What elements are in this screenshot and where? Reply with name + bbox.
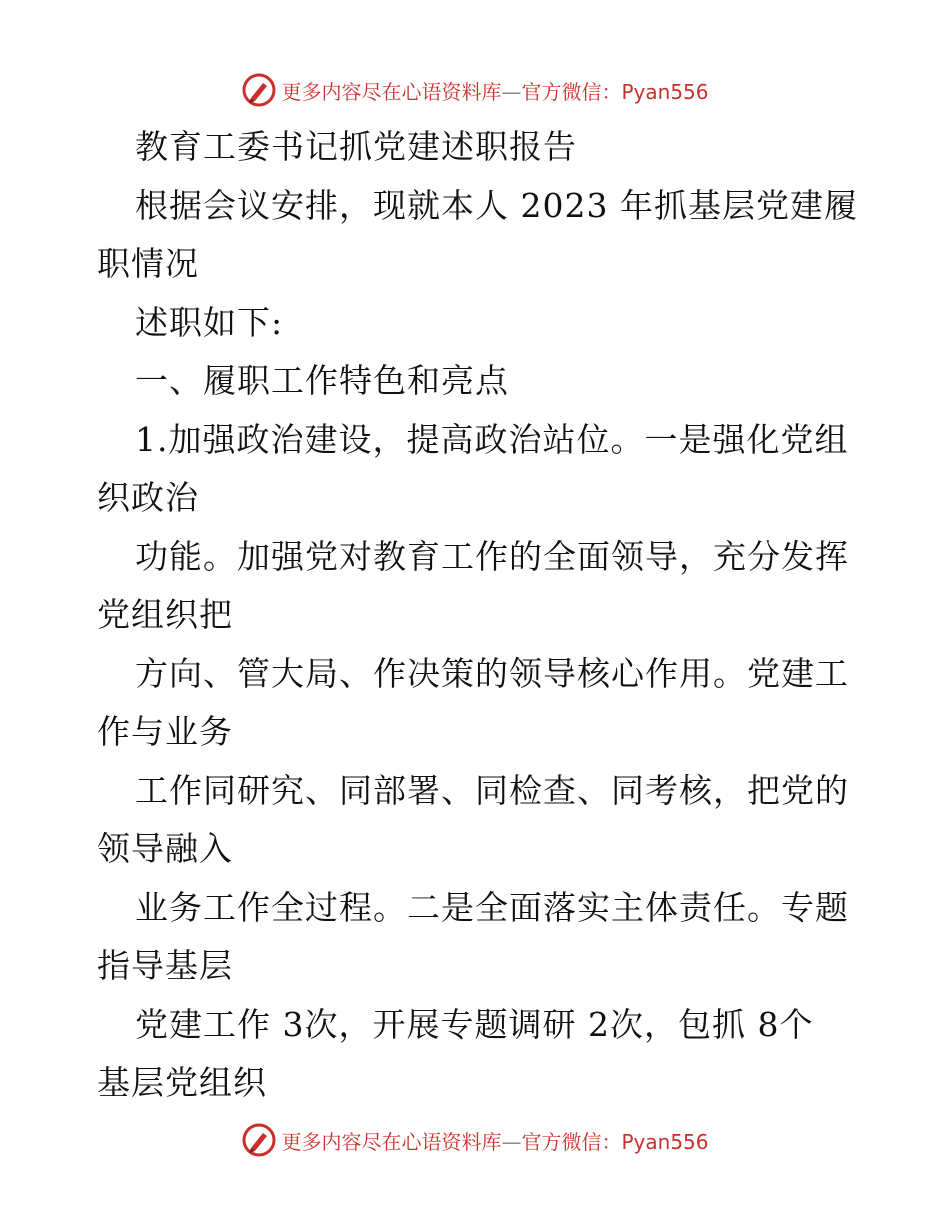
paragraph-line: 功能。加强党对教育工作的全面领导，充分发挥 <box>135 536 849 576</box>
paragraph-line: 根据会议安排，现就本人 2023 年抓基层党建履 <box>135 185 858 225</box>
paragraph-line: 工作同研究、同部署、同检查、同考核，把党的 <box>135 770 849 810</box>
paragraph-line: 1.加强政治建设，提高政治站位。一是强化党组 <box>135 419 849 459</box>
paragraph-line: 织政治 <box>97 478 199 517</box>
watermark-text: 更多内容尽在心语资料库—官方微信：Pyan556 <box>281 1129 709 1154</box>
paragraph-line: 职情况 <box>97 244 199 283</box>
paragraph-line: 作与业务 <box>97 712 233 751</box>
watermark-header <box>0 70 950 110</box>
paragraph-line: 业务工作全过程。二是全面落实主体责任。专题 <box>135 887 849 927</box>
pen-logo-icon <box>241 72 277 108</box>
pen-logo-icon <box>241 1122 277 1158</box>
paragraph-line: 指导基层 <box>97 946 233 985</box>
watermark-text: 更多内容尽在心语资料库—官方微信：Pyan556 <box>281 79 709 104</box>
document-body <box>97 118 857 1113</box>
paragraph-line: 方向、管大局、作决策的领导核心作用。党建工 <box>135 653 849 693</box>
paragraph-line: 一、履职工作特色和亮点 <box>135 361 509 400</box>
paragraph-line: 述职如下: <box>135 302 284 342</box>
paragraph-line: 基层党组织 <box>97 1063 267 1102</box>
document-title: 教育工委书记抓党建述职报告 <box>135 127 577 166</box>
paragraph-line: 党建工作 3次，开展专题调研 2次，包抓 8个 <box>135 1004 814 1044</box>
paragraph-line: 党组织把 <box>97 595 233 634</box>
paragraph-line: 领导融入 <box>97 829 233 868</box>
watermark-footer <box>0 1120 950 1160</box>
